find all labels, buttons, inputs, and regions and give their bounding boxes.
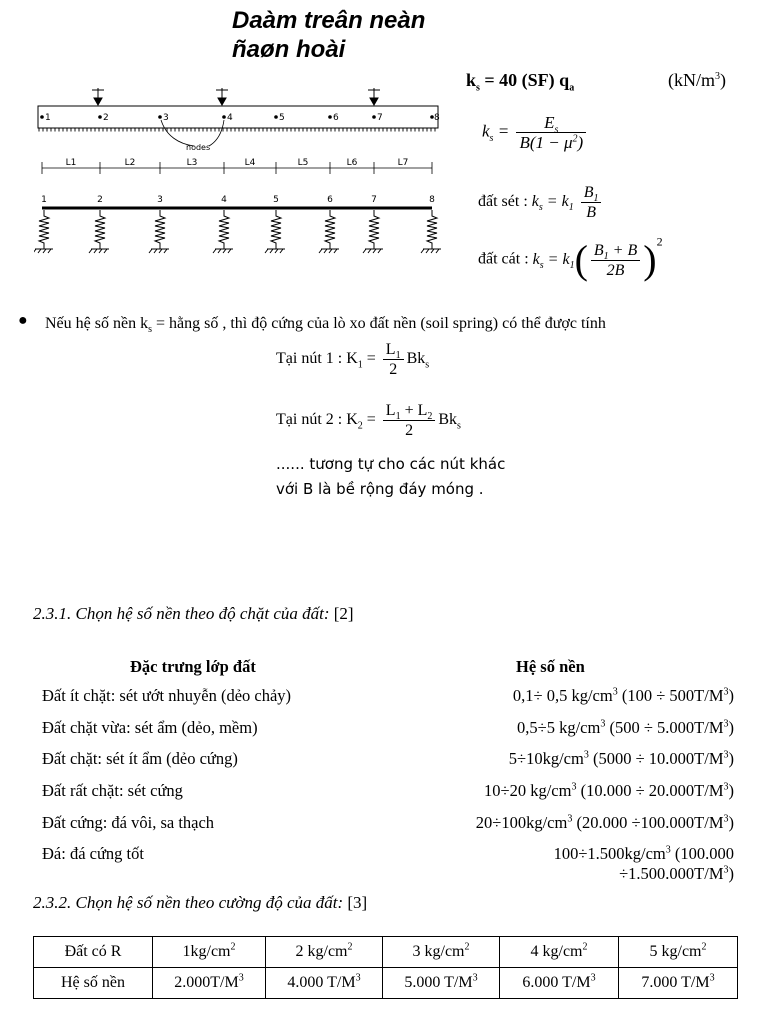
span-label: L1 — [65, 158, 77, 168]
spring-icon — [271, 210, 281, 249]
beam-node-label: 7 — [377, 113, 383, 123]
ground-hatch — [213, 249, 233, 253]
formula-es: $k_s$ = $\frac{E_s}{B(1 - \mu^2)}$ — [482, 113, 589, 152]
spring-icon — [39, 210, 49, 249]
table-cell: 3 $kg/cm^2$ — [383, 937, 500, 968]
title-line-2: ñaøn hoài — [232, 36, 346, 63]
table-row: Đá: đá cứng tốt $100\div 1.500kg/cm^3$ (100.000 $\div 1.500.000T/M^3$) — [42, 844, 734, 883]
span-label: L3 — [186, 158, 198, 168]
beam-node-label: 2 — [103, 113, 109, 123]
spring-node-label: 1 — [41, 195, 47, 205]
formula-sand: đất cát : $k_s = k_1$( $\frac{B_1 + B}{2B}$ )$^2$ — [478, 234, 663, 282]
table-cell: $2.000T/M^3$ — [153, 968, 266, 999]
formula-ks-sf: $k_s = 40$ (SF) $q_a$ — [466, 70, 575, 94]
beam-node-dot — [222, 115, 226, 119]
similar-text: ...... tương tự cho các nút khác — [276, 455, 506, 473]
beam-node-dot — [158, 115, 162, 119]
table-row: Đất rất chặt: sét cứng 10÷20 $kg/cm^3$ $(10.000 \div 20.000T/M^3)$ — [42, 781, 734, 800]
span-label: L4 — [244, 158, 256, 168]
table-cell: $1kg/cm^2$ — [153, 937, 266, 968]
span-label: L5 — [297, 158, 309, 168]
beam-node-dot — [40, 115, 44, 119]
span-label: L7 — [397, 158, 409, 168]
section-231-heading: 2.3.1. Chọn hệ số nền theo độ chặt của đất: [2] — [33, 604, 354, 623]
table-row: Đất chặt: sét ít ẩm (dẻo cứng) $5\div 10kg/cm^3$ $(5000 \div 10.000T/M^3)$ — [42, 749, 734, 768]
ground-hatch — [363, 249, 383, 253]
table-cell: 5 $kg/cm^2$ — [619, 937, 738, 968]
beam-node-label: 5 — [279, 113, 285, 123]
spring-node-label: 2 — [97, 195, 103, 205]
bullet-text: Nếu hệ số nền $k_s$ = hằng số , thì độ cứng của lò xo đất nền (soil spring) có thể được tính — [45, 315, 606, 336]
beam-spring-diagram — [34, 84, 444, 260]
title-line-1: Daàm treân neàn — [232, 7, 426, 34]
table1-header-soil: Đặc trưng lớp đất — [130, 657, 256, 676]
beam-node-dot — [372, 115, 376, 119]
load-arrow — [92, 88, 104, 105]
beam-node-dot — [274, 115, 278, 119]
formula-clay: đất sét : $k_s = k_1$ $\frac{B_1}{B}$ — [478, 183, 604, 222]
beam-node-label: 1 — [45, 113, 51, 123]
spring-node-label: 4 — [221, 195, 227, 205]
beam-node-label: 8 — [434, 113, 440, 123]
formula-ks-unit: $(kN/m^3)$ — [668, 70, 726, 90]
spring-icon — [219, 210, 229, 249]
load-arrow — [368, 88, 380, 105]
ground-hatch — [421, 249, 441, 253]
bullet-icon: ● — [18, 312, 28, 329]
spring-icon — [155, 210, 165, 249]
table-row: Đất chặt vừa: sét ẩm (dẻo, mềm) 0,5÷5 $kg/cm^3$ $(500 \div 5.000T/M^3)$ — [42, 718, 734, 737]
table-cell: Hệ số nền — [34, 968, 153, 999]
ground-hatch — [34, 249, 53, 253]
table-cell: 4.000 $T/M^3$ — [266, 968, 383, 999]
nodes-label: nodes — [186, 143, 211, 152]
spring-node-label: 3 — [157, 195, 163, 205]
spring-node-label: 5 — [273, 195, 279, 205]
spring-icon — [369, 210, 379, 249]
node2-formula: Tại nút 2 : $K_2$ = $\frac{L_1 + L_2}{2}$ $Bk_s$ — [276, 402, 461, 439]
section-232-heading: 2.3.2. Chọn hệ số nền theo cường độ của đất: [3] — [33, 893, 368, 912]
table1-header-coefficient: Hệ số nền — [516, 657, 585, 676]
span-label: L6 — [346, 158, 358, 168]
beam-node-dot — [328, 115, 332, 119]
ground-hatch — [149, 249, 169, 253]
table-cell: 2 $kg/cm^2$ — [266, 937, 383, 968]
load-arrow — [216, 88, 228, 105]
span-label: L2 — [124, 158, 136, 168]
table-cell: Đất có R — [34, 937, 153, 968]
page-title — [232, 6, 492, 64]
table-cell: 7.000 $T/M^3$ — [619, 968, 738, 999]
spring-icon — [427, 210, 437, 249]
table-cell: 4 $kg/cm^2$ — [500, 937, 619, 968]
ground-hatch — [265, 249, 285, 253]
strength-table — [33, 936, 738, 999]
beam-node-label: 4 — [227, 113, 233, 123]
b-definition-text: với B là bề rộng đáy móng . — [276, 480, 484, 498]
spring-icon — [95, 210, 105, 249]
beam-node-label: 3 — [163, 113, 169, 123]
spring-node-label: 8 — [429, 195, 435, 205]
table-row: Đất ít chặt: sét ướt nhuyễn (dẻo chảy) 0,1÷ 0,5 $kg/cm^3$ $(100 \div 500T/M^3)$ — [42, 686, 734, 705]
table-row: Đất cứng: đá vôi, sa thạch $20\div 100kg/cm^3$ $(20.000 \div 100.000T/M^3)$ — [42, 813, 734, 832]
spring-node-label: 6 — [327, 195, 333, 205]
table-row — [34, 968, 738, 999]
table-cell: 6.000 $T/M^3$ — [500, 968, 619, 999]
ground-hatch — [89, 249, 109, 253]
spring-icon — [325, 210, 335, 249]
beam-node-label: 6 — [333, 113, 339, 123]
table-row — [34, 937, 738, 968]
node1-formula: Tại nút 1 : $K_1$ = $\frac{L_1}{2}$ $Bk_s$ — [276, 341, 430, 378]
table-cell: 5.000 $T/M^3$ — [383, 968, 500, 999]
ground-hatch — [319, 249, 339, 253]
beam-node-dot — [98, 115, 102, 119]
spring-node-label: 7 — [371, 195, 377, 205]
